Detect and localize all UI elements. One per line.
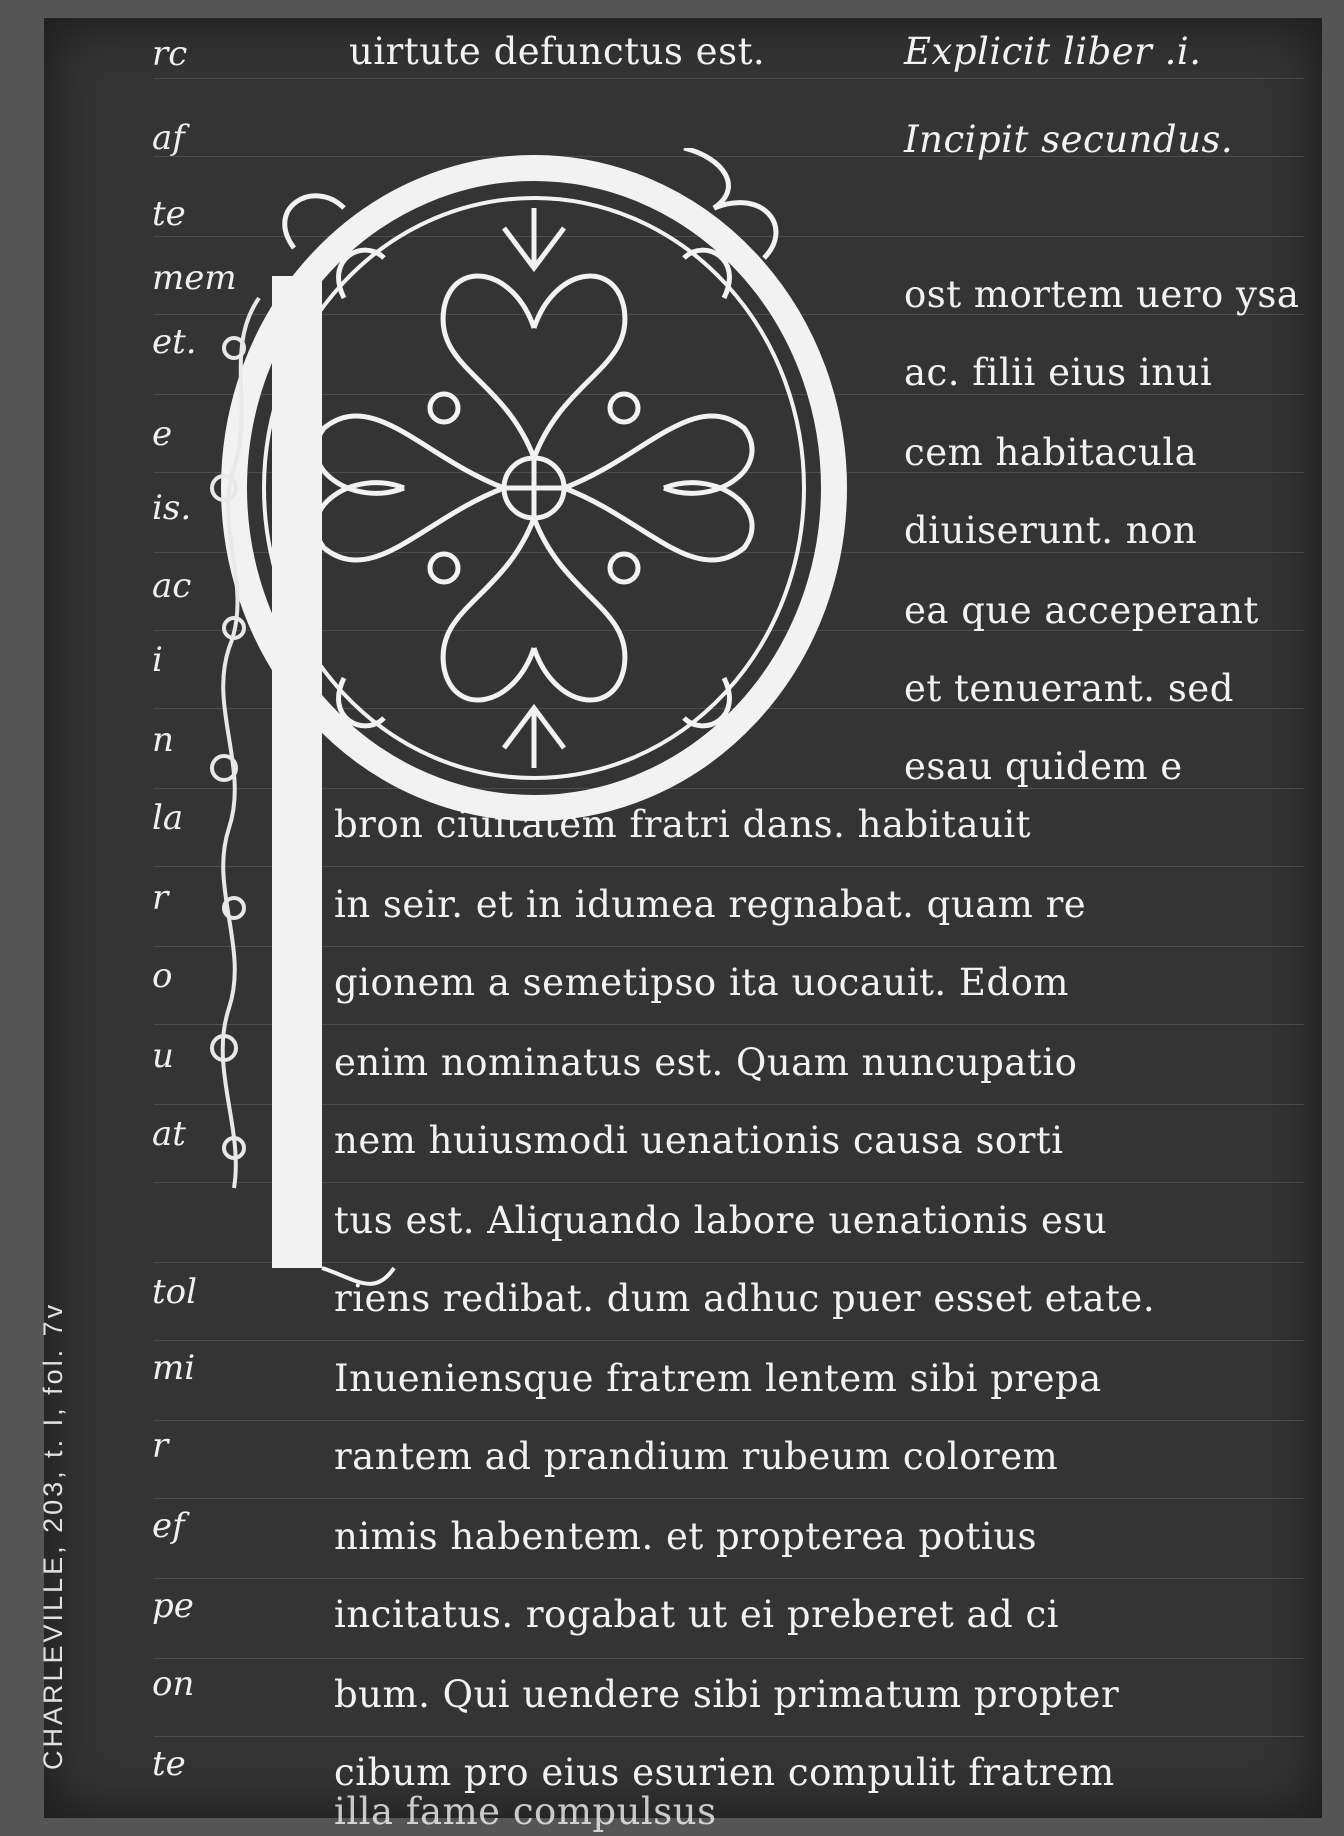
- text-line: Inueniensque fratrem lentem sibi prepa: [334, 1357, 1102, 1400]
- text-line: ac. filii eius inui: [904, 351, 1213, 394]
- margin-fragment: te: [152, 194, 186, 234]
- margin-fragment: r: [152, 878, 169, 918]
- margin-fragment: n: [152, 720, 174, 760]
- margin-fragment: o: [152, 956, 173, 996]
- manuscript-page: [44, 18, 1322, 1833]
- text-line: nem huiusmodi uenationis causa sorti: [334, 1119, 1064, 1162]
- text-line: et tenuerant. sed: [904, 667, 1234, 710]
- text-line: rantem ad prandium rubeum colorem: [334, 1435, 1059, 1478]
- margin-fragment: tol: [152, 1272, 198, 1312]
- margin-fragment: is.: [152, 488, 192, 528]
- ruling-line: [154, 1736, 1304, 1737]
- margin-fragment: e: [152, 414, 173, 454]
- text-line: ost mortem uero ysa: [904, 273, 1300, 316]
- incipit-heading: Incipit secundus.: [904, 118, 1234, 161]
- text-line: bron ciuitatem fratri dans. habitauit: [334, 803, 1032, 846]
- margin-fragment: af: [152, 118, 185, 158]
- closing-line: uirtute defunctus est.: [349, 30, 766, 73]
- margin-fragment: i: [152, 640, 163, 680]
- text-line: diuiserunt. non: [904, 509, 1198, 552]
- text-line: cibum pro eius esurien compulit fratrem: [334, 1751, 1115, 1794]
- margin-fragment: et.: [152, 322, 197, 362]
- margin-fragment: at: [152, 1114, 186, 1154]
- margin-fragment: ac: [152, 566, 192, 606]
- text-line: tus est. Aliquando labore uenationis esu: [334, 1199, 1108, 1242]
- margin-fragment: on: [152, 1664, 195, 1704]
- text-line: incitatus. rogabat ut ei preberet ad ci: [334, 1593, 1060, 1636]
- margin-fragment: pe: [152, 1586, 194, 1626]
- margin-fragment: u: [152, 1036, 174, 1076]
- explicit-heading: Explicit liber .i.: [904, 30, 1202, 73]
- text-line: nimis habentem. et propterea potius: [334, 1515, 1038, 1558]
- margin-fragment: r: [152, 1426, 169, 1466]
- rosette-ornament: [316, 208, 752, 768]
- ruling-line: [154, 78, 1304, 79]
- text-line-partial: illa fame compulsus: [334, 1790, 717, 1833]
- text-line: cem habitacula: [904, 431, 1198, 474]
- text-line: riens redibat. dum adhuc puer esset etate.: [334, 1277, 1156, 1320]
- initial-stem: [272, 276, 322, 1268]
- ruling-line: [154, 1658, 1304, 1659]
- text-line: ea que acceperant: [904, 589, 1259, 632]
- margin-fragment: ef: [152, 1506, 185, 1546]
- margin-fragment: te: [152, 1744, 186, 1784]
- text-line: esau quidem e: [904, 745, 1183, 788]
- margin-fragment: mem: [152, 258, 237, 298]
- shelfmark-label: CHARLEVILLE, 203, t. I, fol. 7v: [38, 1301, 68, 1770]
- ruling-line: [154, 1340, 1304, 1341]
- ruling-line: [154, 1578, 1304, 1579]
- margin-fragment: rc: [152, 34, 188, 74]
- margin-fragment: la: [152, 798, 184, 838]
- text-line: in seir. et in idumea regnabat. quam re: [334, 883, 1087, 926]
- text-line: enim nominatus est. Quam nuncupatio: [334, 1041, 1078, 1084]
- ruling-line: [154, 1420, 1304, 1421]
- text-line: gionem a semetipso ita uocauit. Edom: [334, 961, 1069, 1004]
- margin-fragment: mi: [152, 1348, 196, 1388]
- ruling-line: [154, 1498, 1304, 1499]
- text-line: bum. Qui uendere sibi primatum propter: [334, 1673, 1120, 1716]
